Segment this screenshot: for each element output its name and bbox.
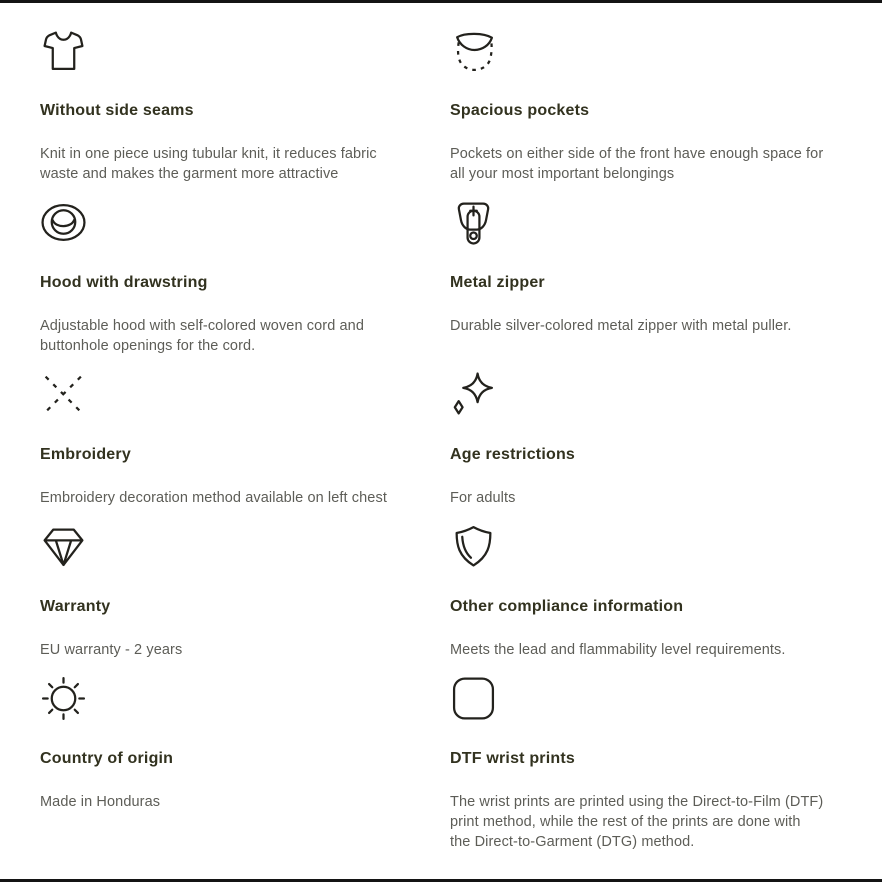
- feature-title: Hood with drawstring: [40, 274, 208, 291]
- feature-title: Age restrictions: [450, 446, 576, 463]
- feature-item-hood-with-drawstring: [40, 199, 415, 371]
- feature-item-age-restrictions: [450, 371, 825, 523]
- sparkle-icon: [450, 371, 825, 418]
- feature-title: DTF wrist prints: [450, 750, 575, 767]
- feature-item-dtf-wrist-prints: [450, 675, 825, 867]
- feature-item-without-side-seams: [40, 27, 415, 199]
- feature-title: Metal zipper: [450, 274, 545, 291]
- feature-description: Durable silver-colored metal zipper with metal puller.: [450, 318, 792, 334]
- feature-item-embroidery: [40, 371, 415, 523]
- top-border: [0, 0, 882, 3]
- feature-item-country-of-origin: [40, 675, 415, 867]
- zipper-icon: [450, 199, 825, 246]
- feature-description: The wrist prints are printed using the Direct-to-Film (DTF) print method, while the rest of the prints are done with the Direct-to-Garment (DTG) method.: [450, 794, 824, 850]
- feature-description: Knit in one piece using tubular knit, it reduces fabric waste and makes the garment more attractive: [40, 146, 377, 182]
- shield-icon: [450, 523, 825, 570]
- feature-item-warranty: [40, 523, 415, 675]
- feature-title: Warranty: [40, 598, 111, 615]
- diamond-icon: [40, 523, 415, 570]
- feature-description: For adults: [450, 490, 516, 506]
- feature-item-spacious-pockets: [450, 27, 825, 199]
- feature-title: Country of origin: [40, 750, 174, 767]
- feature-description: Adjustable hood with self-colored woven cord and buttonhole openings for the cord.: [40, 318, 364, 354]
- hood-icon: [40, 199, 415, 246]
- feature-description: Embroidery decoration method available on left chest: [40, 490, 387, 506]
- feature-title: Spacious pockets: [450, 102, 590, 119]
- feature-description: EU warranty - 2 years: [40, 642, 183, 658]
- feature-description: Meets the lead and flammability level requirements.: [450, 642, 786, 658]
- feature-title: Embroidery: [40, 446, 131, 463]
- feature-item-metal-zipper: [450, 199, 825, 371]
- feature-item-other-compliance: [450, 523, 825, 675]
- feature-title: Without side seams: [40, 102, 194, 119]
- stitch-cross-icon: [40, 371, 415, 418]
- rounded-square-icon: [450, 675, 825, 722]
- feature-title: Other compliance information: [450, 598, 684, 615]
- pocket-icon: [450, 27, 825, 74]
- sun-icon: [40, 675, 415, 722]
- feature-description: Made in Honduras: [40, 794, 161, 810]
- feature-description: Pockets on either side of the front have enough space for all your most important belongings: [450, 146, 824, 182]
- tshirt-icon: [40, 27, 415, 74]
